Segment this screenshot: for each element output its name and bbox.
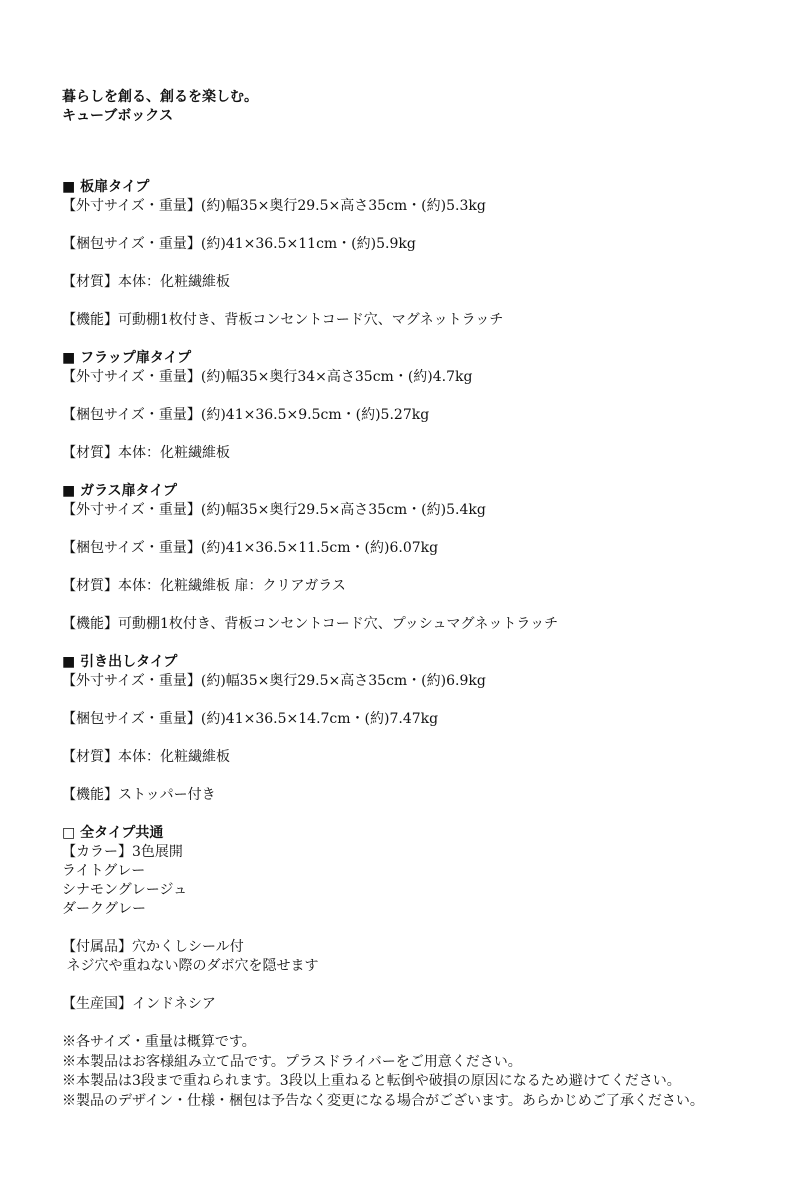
features: 【機能】可動棚1枚付き、背板コンセントコード穴、プッシュマグネットラッチ	[62, 616, 559, 632]
color-option: ライトグレー	[62, 863, 146, 879]
note-item: ※本製品はお客様組み立て品です。プラスドライバーをご用意ください。	[62, 1053, 522, 1070]
section-title: ■ 引き出しタイプ	[62, 654, 178, 670]
outer-size-weight: 【外寸サイズ・重量】(約)幅35×奥行29.5×高さ35cm・(約)5.3kg	[62, 198, 486, 214]
material: 【材質】本体：化粧繊維板 扉：クリアガラス	[62, 578, 346, 594]
accessory-note: ネジ穴や重ねない際のダボ穴を隠せます	[62, 958, 319, 974]
package-size-weight: 【梱包サイズ・重量】(約)41×36.5×9.5cm・(約)5.27kg	[62, 407, 430, 423]
tagline: 暮らしを創る、創るを楽しむ。	[62, 89, 258, 105]
section-glass-door	[62, 482, 782, 634]
package-size-weight: 【梱包サイズ・重量】(約)41×36.5×11cm・(約)5.9kg	[62, 236, 416, 252]
outer-size-weight: 【外寸サイズ・重量】(約)幅35×奥行29.5×高さ35cm・(約)5.4kg	[62, 502, 486, 518]
package-size-weight: 【梱包サイズ・重量】(約)41×36.5×11.5cm・(約)6.07kg	[62, 540, 439, 556]
features: 【機能】可動棚1枚付き、背板コンセントコード穴、マグネットラッチ	[62, 312, 504, 328]
features: 【機能】ストッパー付き	[62, 787, 216, 803]
colors-label: 【カラー】3色展開	[62, 844, 183, 860]
section-title: □ 全タイプ共通	[62, 825, 164, 841]
material: 【材質】本体：化粧繊維板	[62, 274, 230, 290]
section-drawer	[62, 653, 782, 805]
section-title: ■ ガラス扉タイプ	[62, 483, 177, 499]
accessory-label: 【付属品】穴かくしシール付	[62, 939, 244, 955]
outer-size-weight: 【外寸サイズ・重量】(約)幅35×奥行29.5×高さ35cm・(約)6.9kg	[62, 673, 486, 689]
outer-size-weight: 【外寸サイズ・重量】(約)幅35×奥行34×高さ35cm・(約)4.7kg	[62, 369, 473, 385]
material: 【材質】本体：化粧繊維板	[62, 445, 230, 461]
section-flap-door	[62, 349, 782, 463]
section-title: ■ フラップ扉タイプ	[62, 350, 192, 366]
origin-country: 【生産国】インドネシア	[62, 996, 216, 1012]
section-title: ■ 板扉タイプ	[62, 179, 150, 195]
material: 【材質】本体：化粧繊維板	[62, 749, 230, 765]
note-item: ※本製品は3段まで重ねられます。3段以上重ねると転倒や破損の原因になるため避けてください。	[62, 1073, 681, 1089]
section-wooden-door	[62, 178, 782, 330]
package-size-weight: 【梱包サイズ・重量】(約)41×36.5×14.7cm・(約)7.47kg	[62, 711, 439, 727]
note-item: ※各サイズ・重量は概算です。	[62, 1034, 256, 1050]
spec-sheet	[62, 88, 782, 1111]
note-item: ※製品のデザイン・仕様・梱包は予告なく変更になる場合がございます。あらかじめご了承ください。	[62, 1092, 704, 1109]
color-option: ダークグレー	[62, 901, 146, 917]
product-name: キューブボックス	[62, 108, 174, 124]
section-common	[62, 824, 782, 1014]
color-option: シナモングレージュ	[62, 882, 188, 898]
notes	[62, 1033, 782, 1111]
